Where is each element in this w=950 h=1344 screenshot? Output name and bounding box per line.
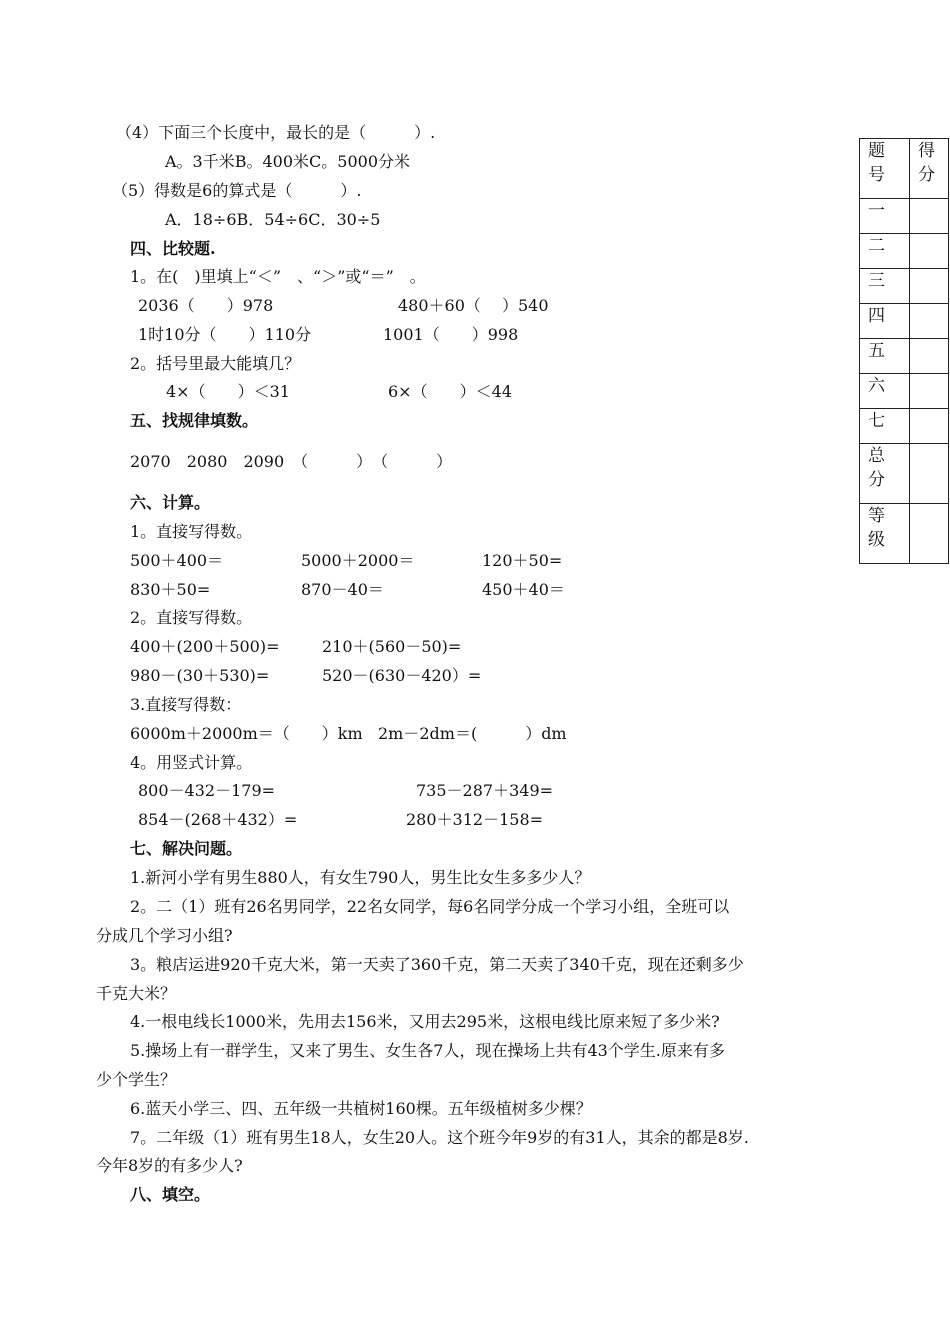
section-6-heading: 六、计算。	[130, 493, 211, 512]
score-cell-grade[interactable]	[910, 504, 949, 564]
word-problem-line: 3。粮店运进920千克大米，第一天卖了360千克，第二天卖了340千克，现在还剩多少	[130, 955, 744, 974]
section-4-heading: 四、比较题.	[130, 239, 216, 258]
score-row-label: 六	[860, 374, 910, 409]
calc-item: 5000＋2000＝	[301, 551, 415, 570]
word-problem-line: 1.新河小学有男生880人，有女生790人，男生比女生多多少人？	[130, 868, 591, 887]
score-row-label: 二	[860, 234, 910, 269]
word-problem-line: 7。二年级（1）班有男生18人，女生20人。这个班今年9岁的有31人，其余的都是8岁.	[130, 1128, 749, 1147]
calc-item: 120＋50=	[482, 551, 563, 570]
compare-item-3: 1时10分（ ）110分	[138, 325, 312, 344]
question-4-options: A。3千米B。400米C。5000分米	[165, 152, 410, 171]
score-cell[interactable]	[910, 409, 949, 444]
calc-item: 830＋50=	[130, 580, 211, 599]
calc-item: 980－(30＋530)=	[130, 666, 270, 685]
calc-item: 450＋40＝	[482, 580, 565, 599]
vertical-calc-item: 735－287＋349=	[416, 781, 554, 800]
number-sequence: 2070 2080 2090 （ ） （ ）	[130, 452, 453, 471]
score-row-label: 四	[860, 304, 910, 339]
score-header-score: 得 分	[910, 139, 949, 199]
question-4: （4）下面三个长度中，最长的是（ ）.	[116, 123, 436, 142]
compare-item-2: 480＋60（ ）540	[398, 296, 549, 315]
section-4-q1-intro: 1。在( )里填上“＜” 、“＞”或“＝” 。	[130, 267, 426, 286]
unit-conversion-item: 6000m＋2000m＝（ ）km	[130, 724, 363, 743]
word-problem-line: 今年8岁的有多少人?	[96, 1156, 243, 1175]
section-7-heading: 七、解决问题。	[130, 839, 243, 858]
calc-item: 500＋400＝	[130, 551, 224, 570]
score-cell[interactable]	[910, 199, 949, 234]
score-cell[interactable]	[910, 234, 949, 269]
max-fill-item-1: 4×（ ）＜31	[166, 382, 290, 401]
calc-item: 210＋(560－50)=	[322, 637, 462, 656]
calc-part-3-title: 3.直接写得数：	[130, 695, 242, 714]
word-problem-line: 2。二（1）班有26名男同学，22名女同学，每6名同学分成一个学习小组，全班可以	[130, 897, 730, 916]
score-row-label: 五	[860, 339, 910, 374]
calc-part-1-title: 1。直接写得数。	[130, 522, 253, 541]
score-row-label-total: 总 分	[860, 444, 910, 504]
calc-item: 870－40＝	[301, 580, 384, 599]
word-problem-line: 6.蓝天小学三、四、五年级一共植树160棵。五年级植树多少棵？	[130, 1099, 592, 1118]
score-table	[859, 138, 949, 564]
section-5-heading: 五、找规律填数。	[130, 411, 259, 430]
compare-item-4: 1001（ ）998	[383, 325, 519, 344]
word-problem-line: 分成几个学习小组?	[96, 926, 233, 945]
question-5-options: A．18÷6B．54÷6C．30÷5	[165, 210, 381, 229]
score-cell[interactable]	[910, 304, 949, 339]
unit-conversion-item: 2m－2dm＝( ）dm	[378, 724, 567, 743]
calc-item: 520－(630－420）=	[322, 666, 482, 685]
word-problem-line: 少个学生？	[96, 1070, 177, 1089]
score-row-label-grade: 等 级	[860, 504, 910, 564]
section-8-heading: 八、填空。	[130, 1185, 211, 1204]
max-fill-item-2: 6×（ ）＜44	[388, 382, 512, 401]
calc-part-2-title: 2。直接写得数。	[130, 608, 253, 627]
compare-item-1: 2036（ ）978	[138, 296, 274, 315]
score-cell-total[interactable]	[910, 444, 949, 504]
score-cell[interactable]	[910, 339, 949, 374]
question-5: （5）得数是6的算式是（ ）.	[112, 181, 362, 200]
score-row-label: 七	[860, 409, 910, 444]
score-header-question: 题 号	[860, 139, 910, 199]
score-row-label: 一	[860, 199, 910, 234]
score-row-label: 三	[860, 269, 910, 304]
vertical-calc-item: 854－(268＋432）=	[138, 810, 298, 829]
word-problem-line: 千克大米？	[96, 984, 177, 1003]
word-problem-line: 4.一根电线长1000米，先用去156米，又用去295米，这根电线比原来短了多少米?	[130, 1012, 720, 1031]
vertical-calc-item: 800－432－179=	[138, 781, 276, 800]
word-problem-line: 5.操场上有一群学生，又来了男生、女生各7人，现在操场上共有43个学生.原来有多	[130, 1041, 725, 1060]
score-cell[interactable]	[910, 269, 949, 304]
section-4-q2-intro: 2。括号里最大能填几？	[130, 354, 301, 373]
score-cell[interactable]	[910, 374, 949, 409]
calc-item: 400＋(200＋500)=	[130, 637, 280, 656]
vertical-calc-item: 280＋312－158=	[406, 810, 544, 829]
calc-part-4-title: 4。用竖式计算。	[130, 753, 253, 772]
